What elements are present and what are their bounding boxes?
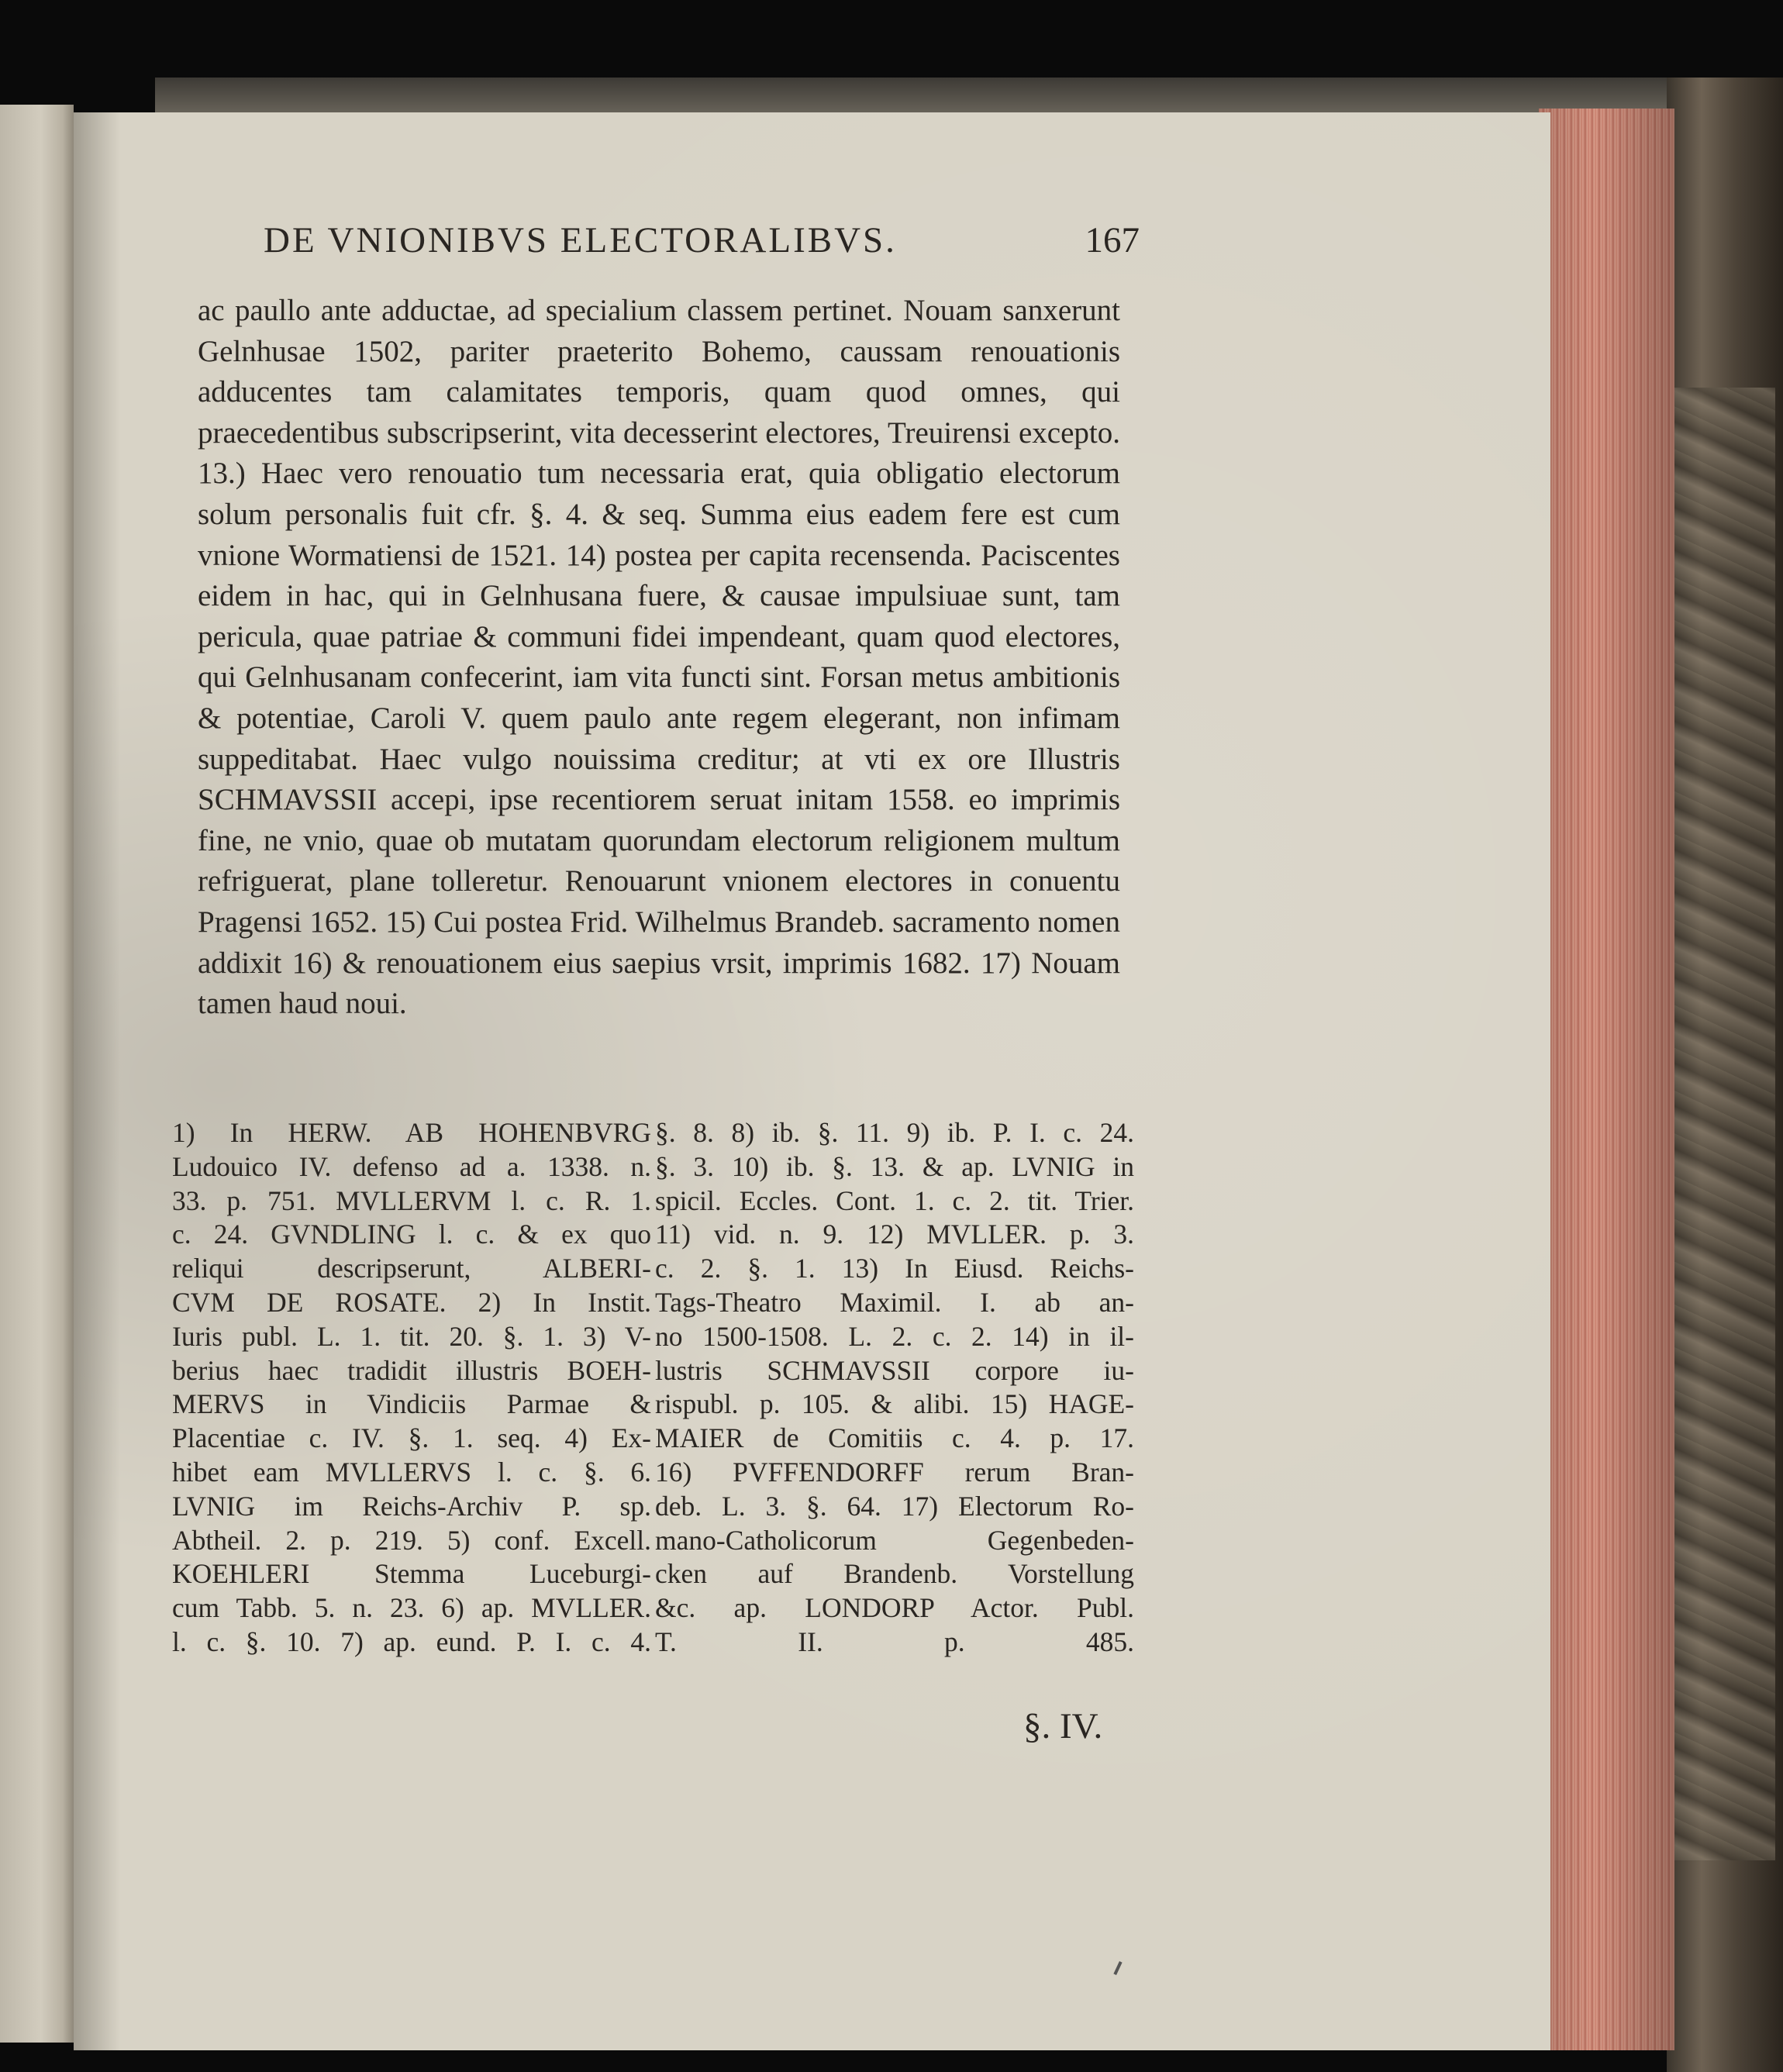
marbled-cover: [1674, 388, 1775, 1860]
footnote-line: lustris SCHMAVSSII corpore iu-: [655, 1354, 1134, 1386]
catchword: §. IV.: [1023, 1706, 1103, 1746]
footnote-line: §. 8. 8) ib. §. 11. 9) ib. P. I. c. 24.: [655, 1117, 1134, 1148]
footnote-line: Abtheil. 2. p. 219. 5) conf. Excell.: [172, 1524, 651, 1556]
footnote-line: l. c. §. 10. 7) ap. eund. P. I. c. 4.: [172, 1626, 651, 1657]
footnote-line: 33. p. 751. MVLLERVM l. c. R. 1.: [172, 1184, 651, 1216]
footnote-line: Placentiae c. IV. §. 1. seq. 4) Ex-: [172, 1422, 651, 1454]
footnote-line: c. 2. §. 1. 13) In Eiusd. Reichs-: [655, 1253, 1134, 1284]
footnotes-right-column: [655, 1116, 1134, 1660]
footnote-line: Iuris publ. L. 1. tit. 20. §. 1. 3) V-: [172, 1320, 651, 1352]
footnote-line: §. 3. 10) ib. §. 13. & ap. LVNIG in: [655, 1150, 1134, 1182]
cover-top-edge: [155, 78, 1752, 116]
main-text: [198, 291, 1120, 1025]
footnote-line: 1) In HERW. AB HOHENBVRG: [172, 1117, 651, 1148]
footnote-line: Tags-Theatro Maximil. I. ab an-: [655, 1286, 1134, 1318]
footnote-line: Ludouico IV. defenso ad a. 1338. n.: [172, 1150, 651, 1182]
footnote-line: &c. ap. LONDORP Actor. Publ.: [655, 1592, 1134, 1624]
footnote-line: KOEHLERI Stemma Luceburgi-: [172, 1558, 651, 1590]
footnote-line: spicil. Eccles. Cont. 1. c. 2. tit. Trier.: [655, 1184, 1134, 1216]
page-number: 167: [1085, 220, 1140, 260]
footnote-line: berius haec tradidit illustris BOEH-: [172, 1354, 651, 1386]
footnote-line: mano-Catholicorum Gegenbeden-: [655, 1524, 1134, 1556]
footnote-line: T. II. p. 485.: [655, 1626, 1134, 1657]
page-edges-shade: [1539, 109, 1674, 2050]
footnote-line: hibet eam MVLLERVS l. c. §. 6.: [172, 1456, 651, 1488]
footnote-line: 11) vid. n. 9. 12) MVLLER. p. 3.: [655, 1219, 1134, 1250]
footnote-line: MAIER de Comitiis c. 4. p. 17.: [655, 1422, 1134, 1454]
footnote-line: CVM DE ROSATE. 2) In Instit.: [172, 1286, 651, 1318]
footnotes-left-column: [172, 1116, 651, 1660]
body-paragraph: ac paullo ante adductae, ad specialium classem pertinet. Nouam sanxerunt Gelnhusae 1502, pariter praeterito Bohemo, caussam renouationis adducentes tam calamitates temporis, quam quod omnes, qui praecedentibus subscripserint, vita decesserint electores, Treuirensi excepto. 13.) Haec vero renouatio tum necessaria erat, quia obligatio electorum solum personalis fuit cfr. §. 4. & seq. Summa eius eadem fere est cum vnione Wormatiensi de 1521. 14) postea per capita recensenda. Paciscentes eidem in hac, qui in Gelnhusana fuere, & causae impulsiuae sunt, tam pericula, quae patriae & communi fidei impendeant, quam quod electores, qui Gelnhusanam confecerint, iam vita functi sint. Forsan metus ambitionis & potentiae, Caroli V. quem paulo ante regem elegerant, non infimam suppeditabat. Haec vulgo nouissima creditur; at vti ex ore Illustris SCHMAVSSII accepi, ipse recentiorem seruat initam 1558. eo imprimis fine, ne vnio, quae ob mutatam quorundam electorum religionem multum refriguerat, plane tolleretur. Renouarunt vnionem electores in conuentu Pragensi 1652. 15) Cui postea Frid. Wilhelmus Brandeb. sacramento nomen addixit 16) & renouationem eius saepius vrsit, imprimis 1682. 17) Nouam tamen haud noui.: [198, 294, 1120, 1021]
page-gutter-shadow: [74, 112, 120, 2050]
footnote-line: 16) PVFFENDORFF rerum Bran-: [655, 1456, 1134, 1488]
footnote-line: no 1500-1508. L. 2. c. 2. 14) in il-: [655, 1320, 1134, 1352]
footnote-line: LVNIG im Reichs-Archiv P. sp.: [172, 1490, 651, 1522]
footnote-line: rispubl. p. 105. & alibi. 15) HAGE-: [655, 1388, 1134, 1420]
footnote-line: cum Tabb. 5. n. 23. 6) ap. MVLLER.: [172, 1592, 651, 1624]
footnote-line: cken auf Brandenb. Vorstellung: [655, 1558, 1134, 1590]
footnote-line: c. 24. GVNDLING l. c. & ex quo: [172, 1219, 651, 1250]
facing-page-edge: [0, 105, 74, 2043]
footnote-line: reliqui descripserunt, ALBERI-: [172, 1253, 651, 1284]
running-head: DE VNIONIBVS ELECTORALIBVS.: [264, 220, 897, 260]
page-header: [264, 219, 1140, 266]
footnote-line: deb. L. 3. §. 64. 17) Electorum Ro-: [655, 1490, 1134, 1522]
footnote-line: MERVS in Vindiciis Parmae &: [172, 1388, 651, 1420]
